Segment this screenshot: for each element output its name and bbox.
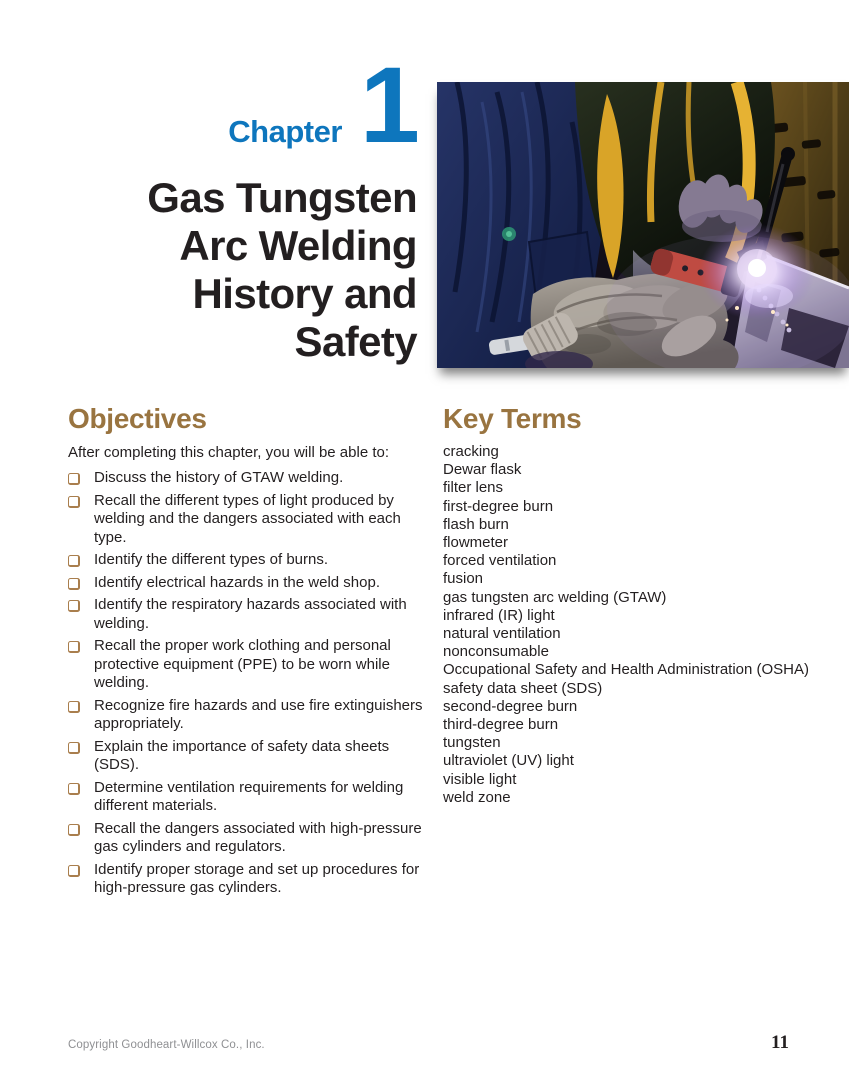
objective-text: Identify the respiratory hazards associated with welding. [94, 596, 407, 632]
page-number: 11 [771, 1032, 789, 1053]
chapter-label: Chapter [228, 114, 342, 149]
chapter-number: 1 [359, 44, 418, 165]
objective-item [68, 779, 430, 816]
key-term-item: third-degree burn [443, 716, 559, 734]
checkbox-bullet-icon [68, 701, 80, 713]
checkbox-bullet-icon [68, 496, 80, 508]
checkbox-bullet-icon [68, 742, 80, 754]
chapter-title [77, 174, 417, 366]
chapter-heading [228, 44, 418, 165]
key-term-item: visible light [443, 770, 517, 788]
key-term-item: Dewar flask [443, 461, 522, 479]
objective-text: Recall the proper work clothing and personal protective equipment (PPE) to be worn while welding. [94, 637, 391, 691]
objective-item [68, 861, 430, 898]
key-term-item: infrared (IR) light [443, 606, 555, 624]
key-term-item: tungsten [443, 734, 501, 752]
chapter-title-line: Safety [294, 318, 417, 365]
key-term-item: weld zone [443, 788, 511, 806]
key-term-item: safety data sheet (SDS) [443, 679, 603, 697]
checkbox-bullet-icon [68, 641, 80, 653]
objective-item [68, 551, 430, 570]
objective-item [68, 492, 430, 548]
checkbox-bullet-icon [68, 865, 80, 877]
key-term-item: filter lens [443, 479, 504, 497]
welder-photo [437, 82, 849, 368]
objectives-heading: Objectives [68, 403, 207, 434]
objective-text: Recall the dangers associated with high-pressure gas cylinders and regulators. [94, 819, 422, 855]
objective-item [68, 697, 430, 734]
objective-item [68, 637, 430, 693]
chapter-title-line: Arc Welding [179, 222, 417, 269]
key-term-item: second-degree burn [443, 697, 578, 715]
objectives-intro: After completing this chapter, you will be able to: [68, 444, 390, 461]
key-terms-list [443, 443, 843, 807]
checkbox-bullet-icon [68, 824, 80, 836]
objectives-list [68, 469, 430, 898]
objective-text: Identify the different types of burns. [94, 551, 329, 568]
objective-text: Recall the different types of light produced by welding and the dangers associated with each type. [94, 491, 401, 546]
checkbox-bullet-icon [68, 555, 80, 567]
key-term-item: gas tungsten arc welding (GTAW) [443, 588, 667, 606]
objective-item [68, 574, 430, 593]
checkbox-bullet-icon [68, 578, 80, 590]
key-term-item: Occupational Safety and Health Administration (OSHA) [443, 661, 810, 679]
key-term-item: ultraviolet (UV) light [443, 752, 574, 770]
key-term-item: first-degree burn [443, 497, 554, 515]
checkbox-bullet-icon [68, 600, 80, 612]
key-term-item: natural ventilation [443, 625, 561, 643]
chapter-title-line: History and [192, 270, 417, 317]
key-term-item: fusion [443, 570, 484, 588]
objective-item [68, 738, 430, 775]
objective-item [68, 820, 430, 857]
objective-text: Discuss the history of GTAW welding. [94, 469, 344, 486]
objectives-section [68, 404, 430, 902]
objective-text: Determine ventilation requirements for welding different materials. [94, 778, 404, 814]
key-term-item: cracking [443, 443, 499, 460]
objective-item [68, 469, 430, 488]
objective-item [68, 596, 430, 633]
objective-text: Recognize fire hazards and use fire extinguishers appropriately. [94, 696, 423, 732]
welder-photo-illustration [437, 82, 849, 368]
objective-text: Explain the importance of safety data sheets (SDS). [94, 737, 390, 773]
key-term-item: nonconsumable [443, 643, 549, 661]
key-term-item: flowmeter [443, 534, 509, 552]
checkbox-bullet-icon [68, 783, 80, 795]
objective-text: Identify electrical hazards in the weld shop. [94, 573, 380, 591]
chapter-title-line: Gas Tungsten [147, 174, 417, 221]
objective-text: Identify proper storage and set up procedures for high-pressure gas cylinders. [94, 860, 420, 896]
key-term-item: forced ventilation [443, 552, 557, 570]
key-terms-section [443, 404, 843, 807]
key-terms-heading: Key Terms [443, 403, 582, 434]
footer-copyright: Copyright Goodheart-Willcox Co., Inc. [68, 1039, 265, 1051]
checkbox-bullet-icon [68, 473, 80, 485]
key-term-item: flash burn [443, 515, 509, 533]
